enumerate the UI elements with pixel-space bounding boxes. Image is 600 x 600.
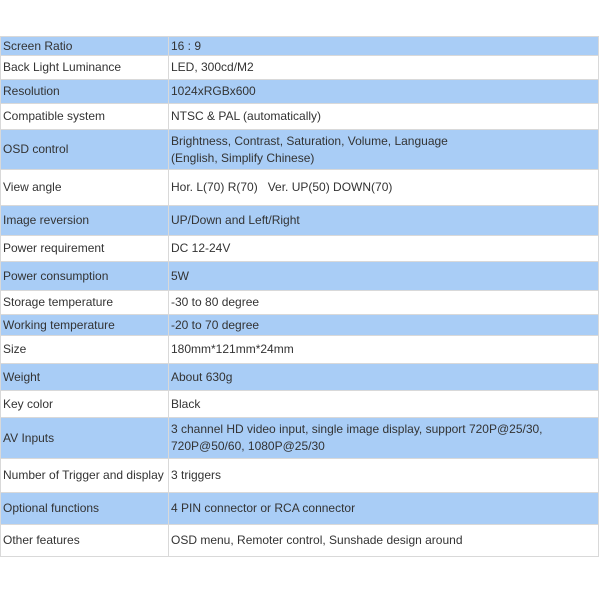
spec-label: Resolution: [1, 80, 169, 104]
spec-value-line: Brightness, Contrast, Saturation, Volume, Language: [171, 133, 448, 148]
spec-value-line: 3 channel HD video input, single image display, support 720P@25/30,: [171, 422, 543, 436]
spec-label: Power requirement: [1, 236, 169, 262]
spec-label: Storage temperature: [1, 291, 169, 315]
spec-label: Back Light Luminance: [1, 56, 169, 80]
spec-label: Image reversion: [1, 206, 169, 236]
table-row: [1, 104, 599, 130]
spec-value: -30 to 80 degree: [169, 291, 599, 315]
spec-label: Other features: [1, 525, 169, 557]
spec-label: OSD control: [1, 130, 169, 170]
spec-value-line: 720P@50/60, 1080P@25/30: [171, 439, 325, 453]
spec-value: 5W: [169, 262, 599, 291]
spec-value: -20 to 70 degree: [169, 315, 599, 336]
spec-value: [169, 130, 599, 170]
spec-label: Key color: [1, 391, 169, 418]
table-row: [1, 80, 599, 104]
spec-value: 16 : 9: [169, 37, 599, 56]
table-row: [1, 315, 599, 336]
table-row: [1, 336, 599, 364]
spec-value: 4 PIN connector or RCA connector: [169, 493, 599, 525]
table-row: [1, 206, 599, 236]
spec-value: LED, 300cd/M2: [169, 56, 599, 80]
spec-value: DC 12-24V: [169, 236, 599, 262]
table-row: [1, 364, 599, 391]
table-row: [1, 418, 599, 459]
spec-value: [169, 418, 599, 459]
spec-value: NTSC & PAL (automatically): [169, 104, 599, 130]
table-row: [1, 493, 599, 525]
spec-value: OSD menu, Remoter control, Sunshade design around: [169, 525, 599, 557]
spec-table: [0, 36, 599, 557]
table-row: [1, 236, 599, 262]
spec-label: View angle: [1, 170, 169, 206]
spec-label: Number of Trigger and display: [1, 459, 169, 493]
table-row: [1, 37, 599, 56]
spec-value-line: (English, Simplify Chinese): [171, 150, 315, 165]
spec-label: Optional functions: [1, 493, 169, 525]
spec-label: AV Inputs: [1, 418, 169, 459]
spec-value: 1024xRGBx600: [169, 80, 599, 104]
spec-label: Screen Ratio: [1, 37, 169, 56]
table-row: [1, 130, 599, 170]
spec-label: Working temperature: [1, 315, 169, 336]
table-row: [1, 391, 599, 418]
spec-value: Black: [169, 391, 599, 418]
table-row: [1, 56, 599, 80]
spec-value: 3 triggers: [169, 459, 599, 493]
table-row: [1, 525, 599, 557]
spec-value: UP/Down and Left/Right: [169, 206, 599, 236]
spec-label: Power consumption: [1, 262, 169, 291]
table-row: [1, 291, 599, 315]
spec-value: About 630g: [169, 364, 599, 391]
spec-label: Size: [1, 336, 169, 364]
table-row: [1, 459, 599, 493]
spec-label: Weight: [1, 364, 169, 391]
table-row: [1, 170, 599, 206]
spec-value: 180mm*121mm*24mm: [169, 336, 599, 364]
spec-label: Compatible system: [1, 104, 169, 130]
table-row: [1, 262, 599, 291]
spec-value: Hor. L(70) R(70) Ver. UP(50) DOWN(70): [169, 170, 599, 206]
